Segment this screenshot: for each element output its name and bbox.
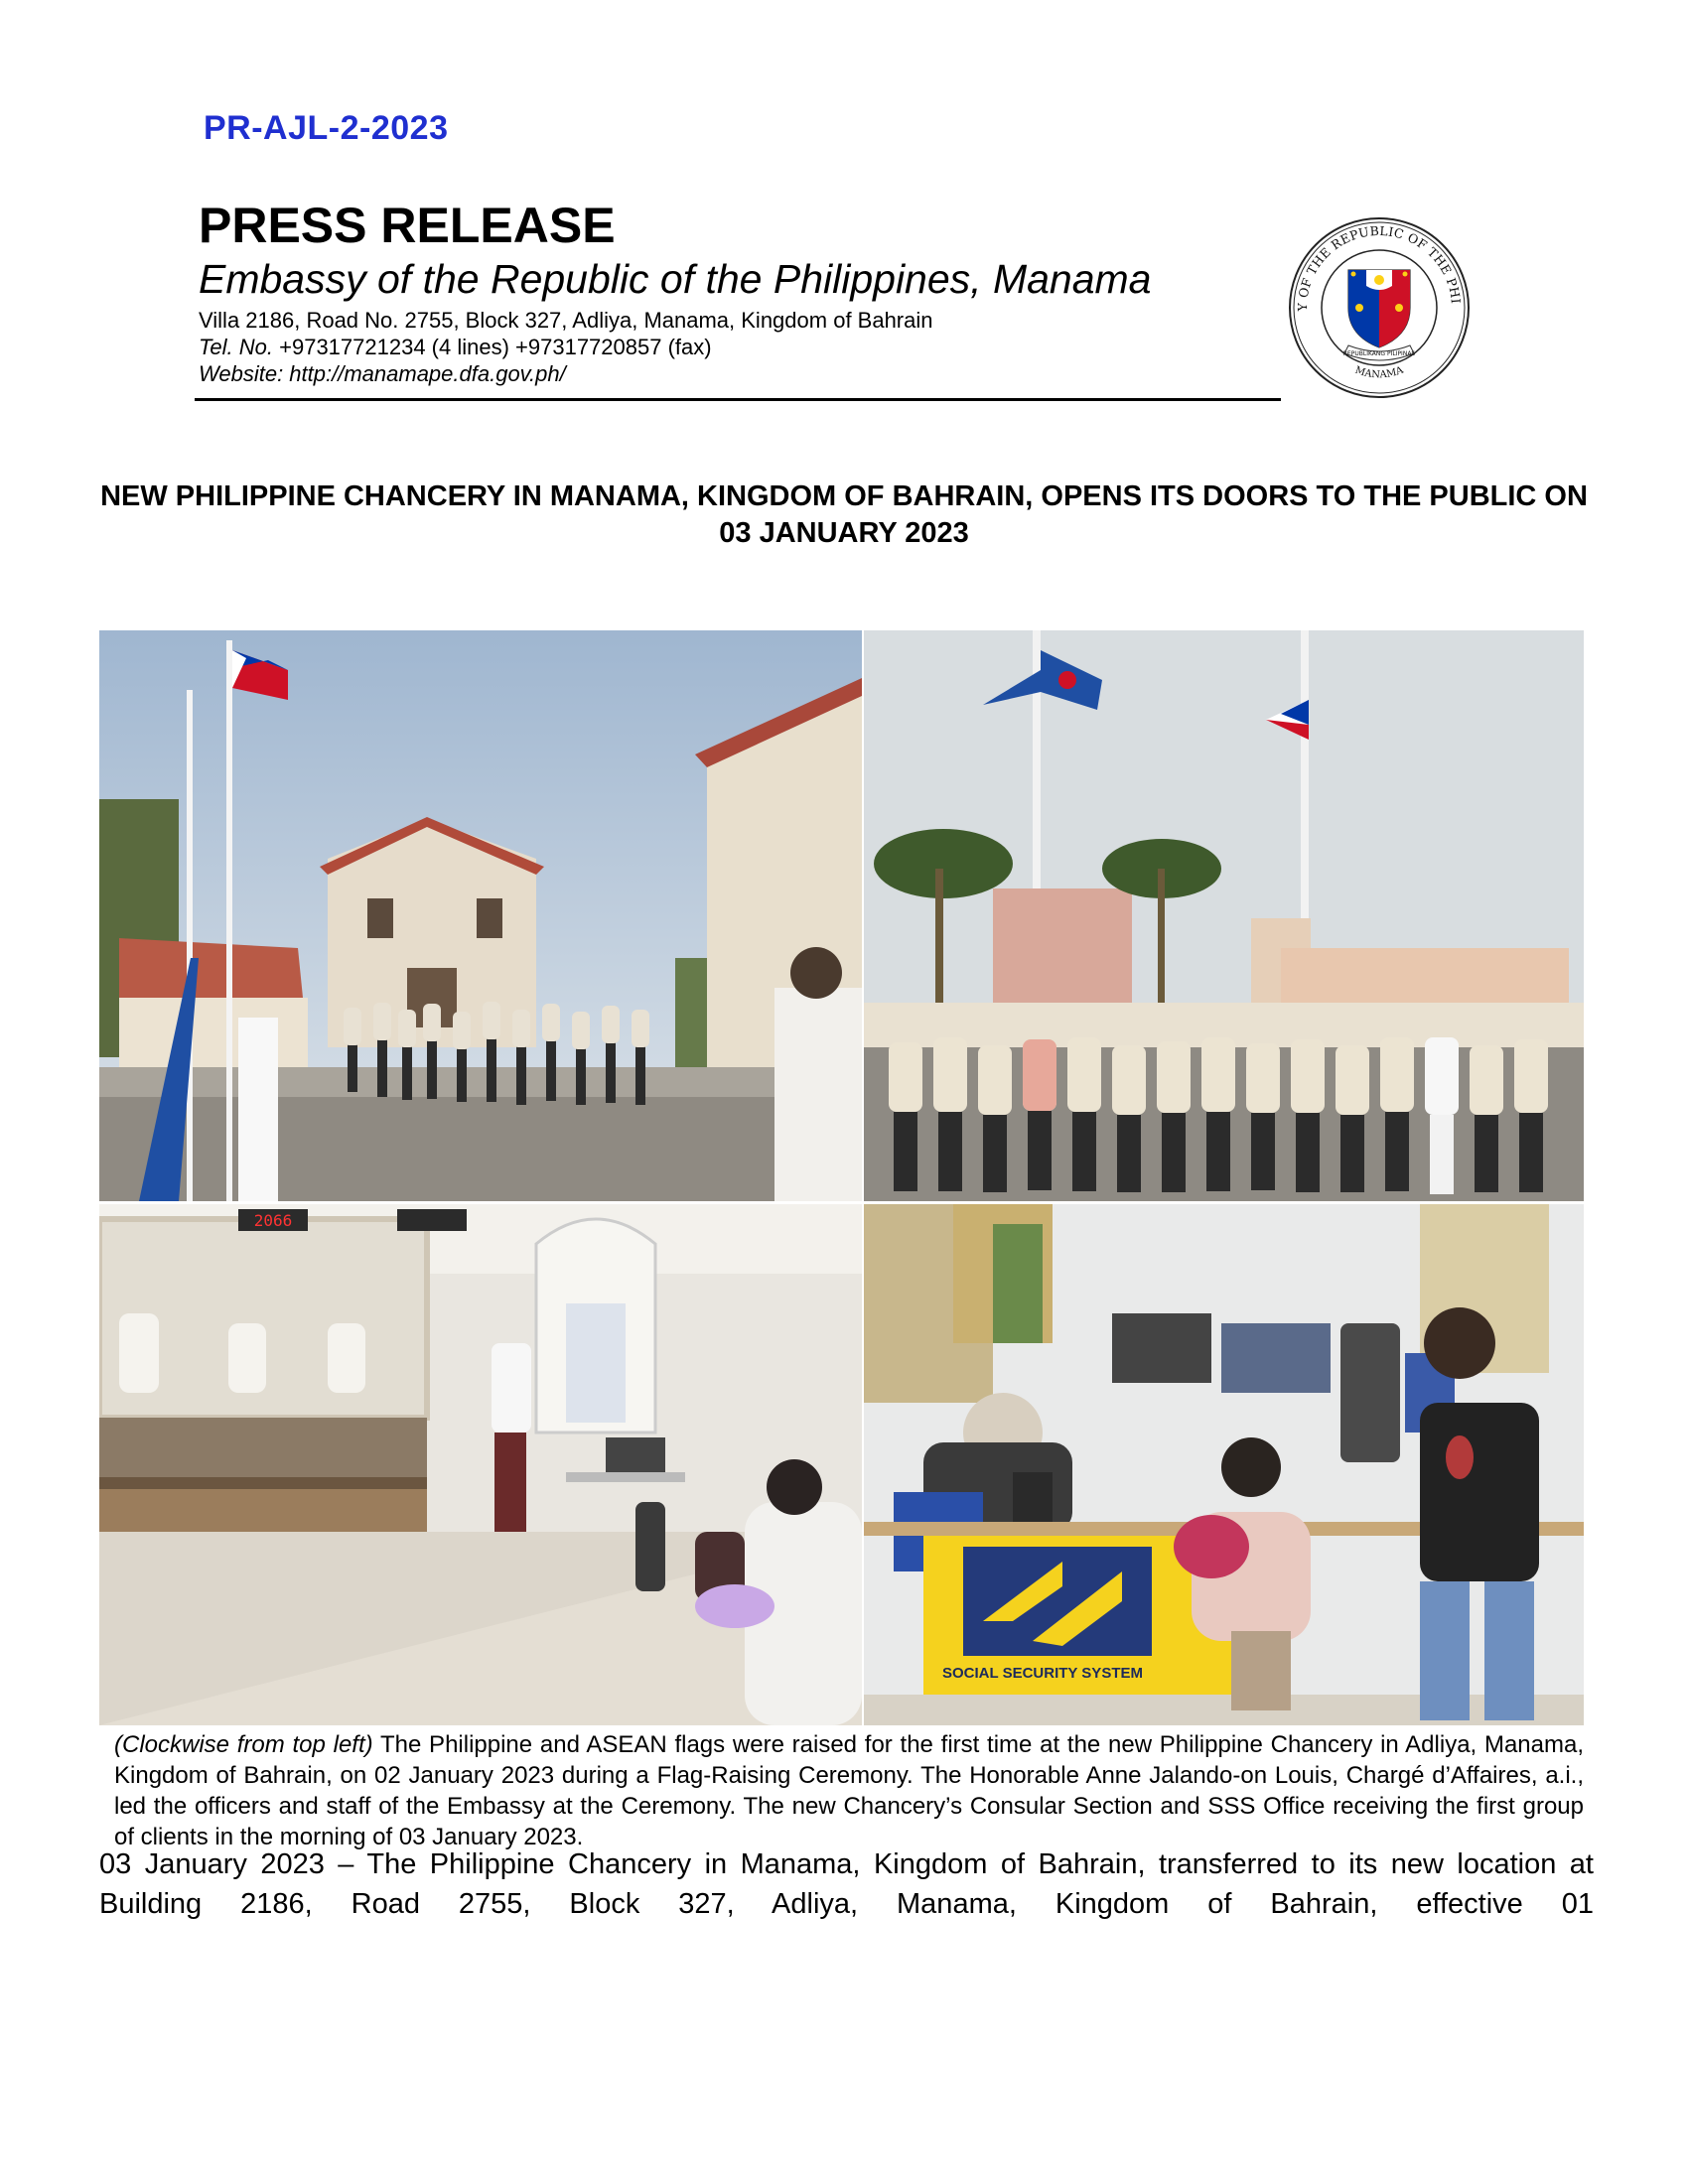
embassy-address: Villa 2186, Road No. 2755, Block 327, Adliya, Manama, Kingdom of Bahrain — [199, 308, 933, 333]
body-paragraph: 03 January 2023 – The Philippine Chancery in Manama, Kingdom of Bahrain, transferred to its new location at Building 2186, Road 2755, Block 327, Adliya, Manama, Kingdom of Bahrain, effective 01 — [99, 1848, 1594, 1920]
photo-consular-section — [99, 1204, 862, 1725]
embassy-website: Website: http://manamape.dfa.gov.ph/ — [199, 361, 566, 386]
sss-banner-text: SOCIAL SECURITY SYSTEM — [942, 1665, 1143, 1682]
seal-ring-text: Y OF THE REPUBLIC OF THE PHI — [1294, 222, 1464, 312]
caption-text: The Philippine and ASEAN flags were raised for the first time at the new Philippine Chancery in Adliya, Manama, Kingdom of Bahrain, on 02 January 2023 during a Flag-Raising Ceremony. The Honorable Anne Jalando-on Louis, Chargé d’Affaires, a.i., led the officers and staff of the Embassy at the Ceremony. The new Chancery’s Consular Section and SSS Office receiving the first group of clients in the morning of 03 January 2023. — [114, 1731, 1585, 1850]
reference-number: PR-AJL-2-2023 — [204, 109, 449, 147]
embassy-telephone — [199, 335, 712, 360]
embassy-seal — [1287, 208, 1472, 403]
headline: NEW PHILIPPINE CHANCERY IN MANAMA, KINGDOM OF BAHRAIN, OPENS ITS DOORS TO THE PUBLIC ON 03 JANUARY 2023 — [100, 480, 1588, 549]
queue-counter-display: 2066 — [253, 1211, 293, 1230]
photo-staff-group — [864, 630, 1584, 1201]
photo-flag-raising — [99, 630, 862, 1201]
tel-value: +97317721234 (4 lines) +97317720857 (fax) — [273, 335, 712, 359]
tel-label: Tel. No. — [199, 335, 274, 359]
press-release-title: PRESS RELEASE — [199, 198, 616, 253]
seal-bottom-text: MANAMA — [1353, 364, 1405, 381]
embassy-name: Embassy of the Republic of the Philippines, Manama — [199, 256, 1152, 302]
photo-sss-office — [864, 1204, 1584, 1725]
photo-caption — [114, 1729, 1584, 1852]
caption-lead: (Clockwise from top left) — [114, 1731, 373, 1758]
header-divider — [195, 398, 1281, 401]
seal-banner-text: REPUBLIKANG PILIPINAS — [1342, 350, 1416, 357]
